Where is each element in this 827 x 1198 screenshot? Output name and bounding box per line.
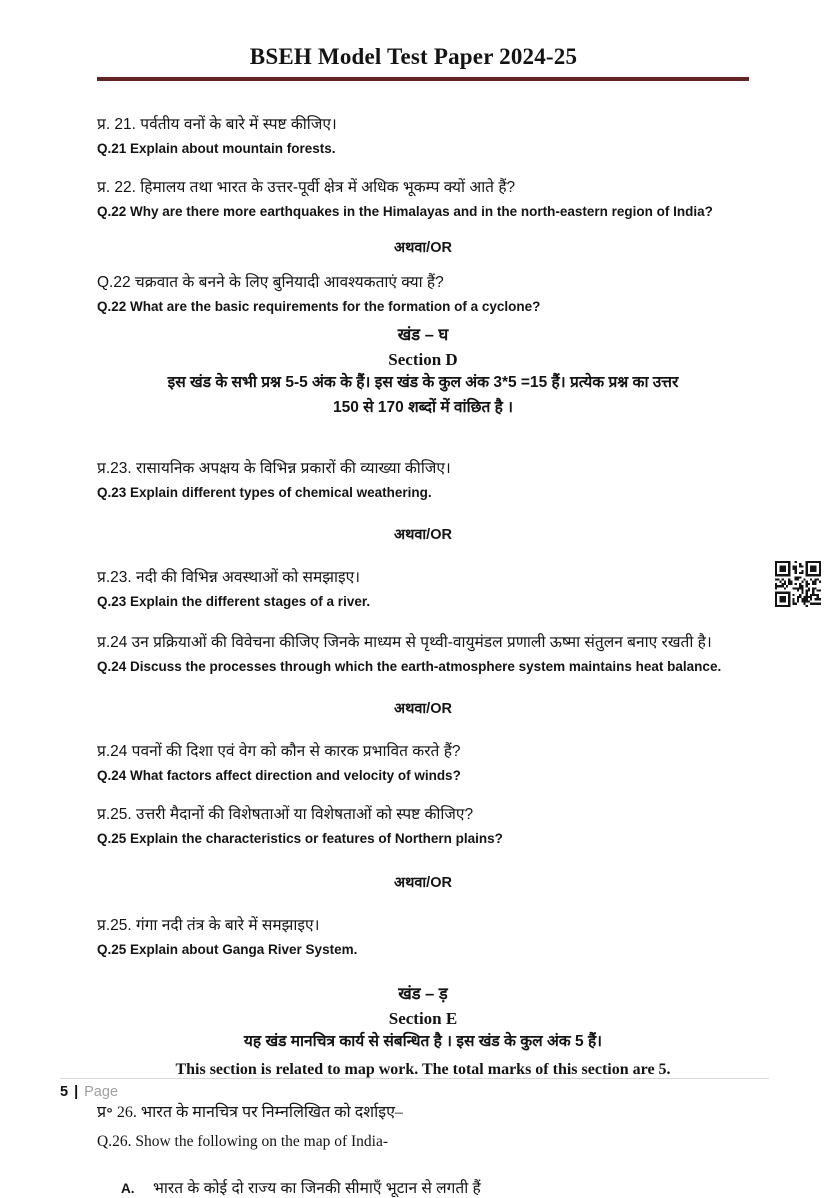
question-23-alt-hindi: प्र.23. नदी की विभिन्न अवस्थाओं को समझाइए। [97,569,361,586]
question-24-alt-hindi: प्र.24 पवनों की दिशा एवं वेग को कौन से कारक प्रभावित करते हैं? [97,743,461,761]
or-divider: अथवा/OR [394,701,452,718]
or-divider: अथवा/OR [394,240,452,257]
question-23-hindi: प्र.23. रासायनिक अपक्षय के विभिन्न प्रकारों की व्याख्या कीजिए। [97,459,451,477]
qr-code-image [775,561,821,607]
question-23-alt-english: Q.23 Explain the different stages of a river. [97,594,371,610]
footer-rule [60,1078,769,1079]
question-25 [97,805,749,848]
page-content [0,115,827,1198]
question-25-alternative [97,916,749,959]
map-item-a-text: भारत के कोई दो राज्य का जिनकी सीमाएँ भूटान से लगती हैं [153,1179,481,1197]
question-25-hindi: प्र.25. उत्तरी मैदानों की विशेषताओं या विशेषताओं को स्पष्ट कीजिए? [97,806,474,824]
question-21-english: Q.21 Explain about mountain forests. [97,141,336,157]
question-22-alt-hindi: Q.22 चक्रवात के बनने के लिए बुनियादी आवश्यकताएं क्या हैं? [97,274,444,292]
question-23-alternative [97,568,749,611]
section-e-instruction-english: This section is related to map work. The total marks of this section are 5. [175,1060,671,1078]
section-e-title-english: Section E [388,1009,458,1029]
question-26-english: Q.26. Show the following on the map of India- [97,1133,389,1151]
question-21 [97,115,749,158]
question-25-alt-english: Q.25 Explain about Ganga River System. [97,942,358,958]
section-d-instruction-line1: इस खंड के सभी प्रश्न 5-5 अंक के हैं। इस खंड के कुल अंक 3*5 =15 हैं। प्रत्येक प्रश्न का उत्तर [167,374,679,392]
footer-page-label: Page [84,1084,119,1100]
section-e-title-hindi: खंड – ड़ [398,985,448,1004]
qr-code [775,561,821,607]
question-22-alt-english: Q.22 What are the basic requirements for the formation of a cyclone? [97,299,541,315]
section-d-instruction-line2: 150 से 170 शब्दों में वांछित है । [332,398,513,416]
page-title: BSEH Model Test Paper 2024-25 [249,44,578,69]
question-25-alt-hindi: प्र.25. गंगा नदी तंत्र के बारे में समझाइए। [97,917,320,935]
header-rule [97,77,749,81]
question-25-english: Q.25 Explain the characteristics or features of Northern plains? [97,831,503,847]
question-23 [97,459,749,502]
question-22 [97,178,749,221]
question-22-alternative [97,273,749,316]
section-d-title-hindi: खंड – घ [397,326,449,345]
section-e-header [97,981,749,1078]
question-26 [97,1103,749,1152]
question-22-hindi: प्र. 22. हिमालय तथा भारत के उत्तर-पूर्वी क्षेत्र में अधिक भूकम्प क्यों आते हैं? [97,179,516,197]
page-number: 5 [60,1084,69,1100]
question-23-english: Q.23 Explain different types of chemical weathering. [97,485,432,501]
section-e-instruction-hindi: यह खंड मानचित्र कार्य से संबन्धित है । इस खंड के कुल अंक 5 हैं। [243,1033,603,1051]
question-21-hindi: प्र. 21. पर्वतीय वनों के बारे में स्पष्ट कीजिए। [97,116,337,133]
footer-separator: | [74,1084,79,1100]
question-22-english: Q.22 Why are there more earthquakes in the Himalayas and in the north-eastern region of India? [97,204,713,220]
question-24-alternative [97,742,749,785]
or-divider: अथवा/OR [394,875,452,892]
question-24-english: Q.24 Discuss the processes through which the earth-atmosphere system maintains heat balance. [97,659,722,675]
section-d-header [97,322,749,419]
section-d-title-english: Section D [388,350,458,370]
question-24 [97,633,749,676]
question-26-hindi: प्र॰ 26. भारत के मानचित्र पर निम्नलिखित को दर्शाइए– [97,1103,403,1121]
map-item-a [97,1176,749,1198]
map-item-a-label: A. [121,1180,135,1196]
question-24-hindi: प्र.24 उन प्रक्रियाओं की विवेचना कीजिए जिनके माध्यम से पृथ्वी-वायुमंडल प्रणाली ऊष्मा संतुलन बनाए रखती है। [97,634,712,652]
page-footer [60,1084,118,1100]
or-divider: अथवा/OR [394,527,452,543]
question-24-alt-english: Q.24 What factors affect direction and velocity of winds? [97,768,461,784]
